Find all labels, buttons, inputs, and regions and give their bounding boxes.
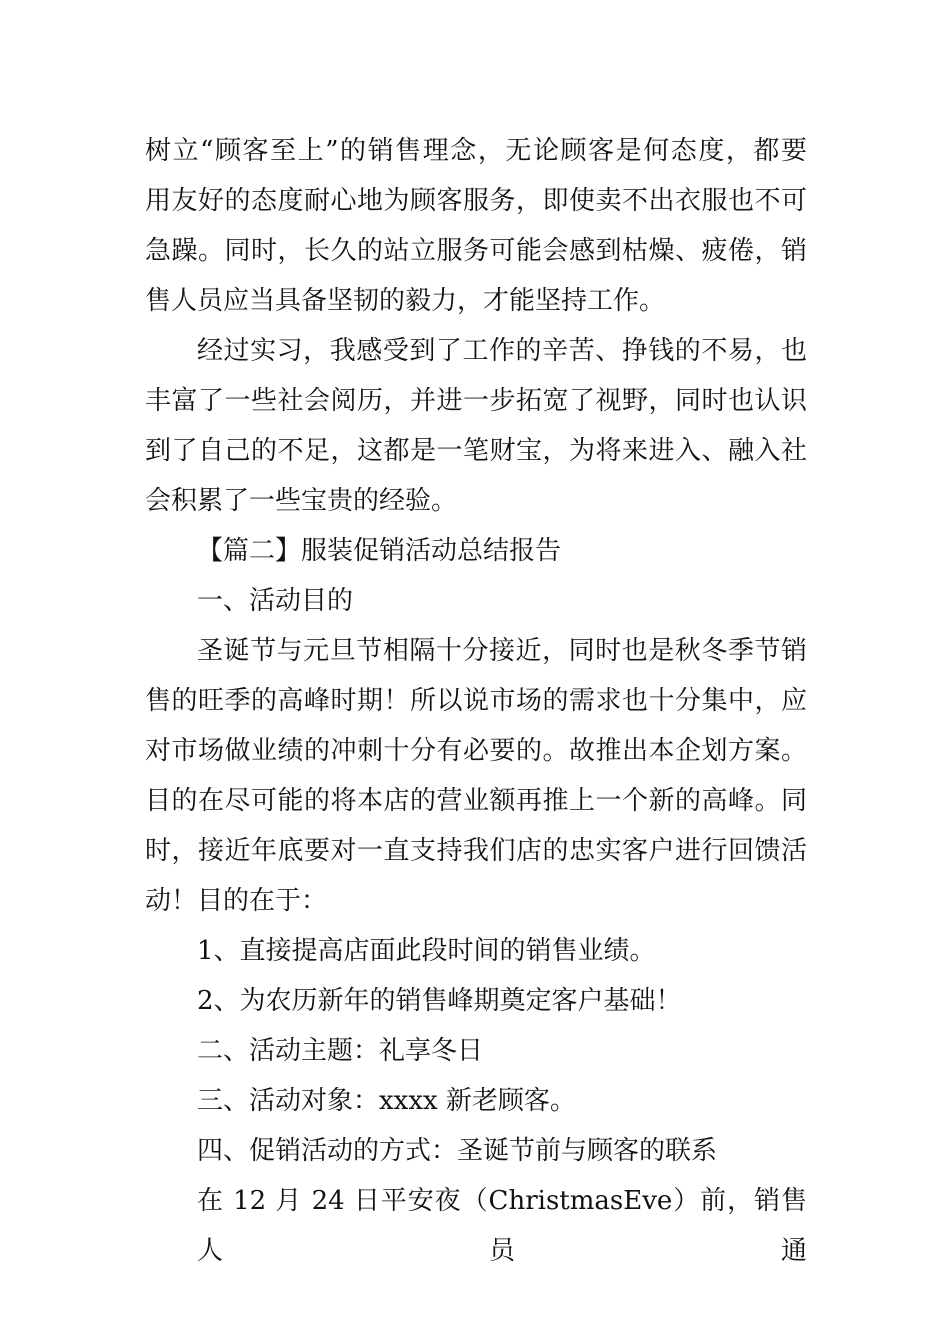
subheading-promotion-method: 四、促销活动的方式：圣诞节前与顾客的联系 bbox=[197, 1136, 718, 1166]
list-item: 1、直接提高店面此段时间的销售业绩。 bbox=[197, 936, 656, 966]
text-line: 对市场做业绩的冲刺十分有必要的。故推出本企划方案。 bbox=[145, 736, 807, 766]
text-line: 树立“顾客至上”的销售理念，无论顾客是何态度，都要 bbox=[145, 136, 807, 166]
text-line: 售的旺季的高峰时期！所以说市场的需求也十分集中，应 bbox=[145, 686, 807, 716]
subheading-activity-target: 三、活动对象：xxxx 新老顾客。 bbox=[197, 1086, 576, 1116]
document-body bbox=[145, 126, 807, 1266]
paragraph-first-line: 圣诞节与元旦节相隔十分接近，同时也是秋冬季节销 bbox=[197, 636, 807, 666]
text-line: 丰富了一些社会阅历，并进一步拓宽了视野，同时也认识 bbox=[145, 386, 807, 416]
subheading-activity-purpose: 一、活动目的 bbox=[197, 586, 354, 616]
paragraph-first-line: 在 12 月 24 日平安夜（ChristmasEve）前，销售人员通 bbox=[197, 1186, 807, 1266]
text-line: 急躁。同时，长久的站立服务可能会感到枯燥、疲倦，销 bbox=[145, 236, 807, 266]
text-line: 售人员应当具备坚韧的毅力，才能坚持工作。 bbox=[145, 286, 666, 316]
text-line: 目的在尽可能的将本店的营业额再推上一个新的高峰。同 bbox=[145, 786, 807, 816]
text-line: 时，接近年底要对一直支持我们店的忠实客户进行回馈活 bbox=[145, 836, 807, 866]
paragraph-first-line: 经过实习，我感受到了工作的辛苦、挣钱的不易，也 bbox=[197, 336, 807, 366]
text-line: 会积累了一些宝贵的经验。 bbox=[145, 486, 458, 516]
list-item: 2、为农历新年的销售峰期奠定客户基础！ bbox=[197, 986, 682, 1016]
section-heading: 【篇二】服装促销活动总结报告 bbox=[197, 536, 562, 566]
subheading-activity-theme: 二、活动主题：礼享冬日 bbox=[197, 1036, 484, 1066]
text-line: 到了自己的不足，这都是一笔财宝，为将来进入、融入社 bbox=[145, 436, 807, 466]
text-line: 动！目的在于： bbox=[145, 886, 328, 916]
text-line: 用友好的态度耐心地为顾客服务，即使卖不出衣服也不可 bbox=[145, 186, 807, 216]
